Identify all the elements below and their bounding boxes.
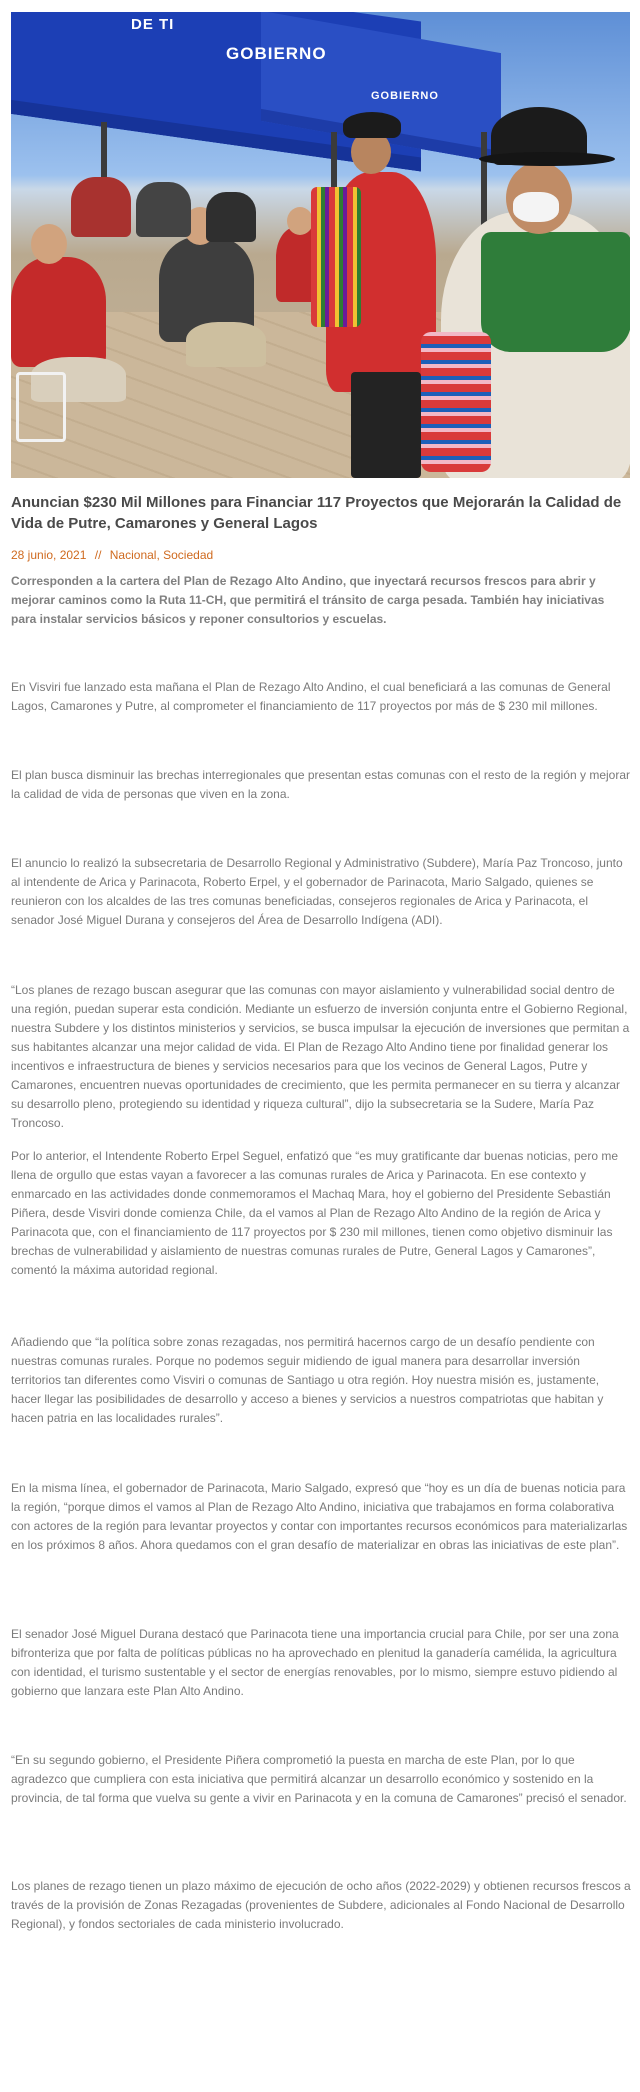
person-head — [287, 207, 313, 235]
woven-bag — [421, 332, 491, 472]
background-person — [206, 192, 256, 242]
hat-brim — [479, 152, 615, 166]
seated-person — [11, 257, 106, 367]
woven-scarf — [311, 187, 361, 327]
article-paragraph: El anuncio lo realizó la subsecretaria de Desarrollo Regional y Administrativo (Subdere), María Paz Troncoso, junto al intendente de Arica y Parinacota, Roberto Erpel, y el gobernador de Parinacota, Mario Salgado, quienes se reunieron con los alcaldes de las tres comunas beneficiadas, consejeros regionales de Arica y Parinacota, el senador José Miguel Durana y consejeros del Área de Desarrollo Indígena (ADI). — [11, 856, 623, 927]
article-categories[interactable]: Nacional, Sociedad — [109, 548, 214, 562]
article-meta — [11, 548, 213, 562]
background-person — [71, 177, 131, 237]
article-paragraph: El plan busca disminuir las brechas interregionales que presentan estas comunas con el resto de la región y mejorar la calidad de vida de personas que viven en la zona. — [11, 768, 631, 801]
article-paragraph: Por lo anterior, el Intendente Roberto Erpel Seguel, enfatizó que “es muy gratificante dar buenas noticias, pero me llena de orgullo que estas vayan a favorecer a las comunas rurales de Arica y Parinacota. En ese contexto y enmarcado en las actividades donde conmemoramos el Machaq Mara, hoy el gobierno del Presidente Sebastián Piñera, desde Visviri donde comienza Chile, da el vamos al Plan de Rezago Alto Andino de la región de Arica y Parinacota que, con el financiamiento de 117 proyectos por $ 230 mil millones, tienen como objetivo disminuir las brechas de vulnerabilidad y aislamiento de nuestras comunas rurales de Putre, General Lagos y Camarones”, comentó la máxima autoridad regional. — [11, 1149, 619, 1277]
meta-separator: // — [94, 548, 102, 562]
person-legs — [186, 322, 266, 367]
article-title: Anuncian $230 Mil Millones para Financiar 117 Proyectos que Mejorarán la Calidad de Vida de Putre, Camarones y General Lagos — [11, 494, 622, 532]
article-paragraph: En Visviri fue lanzado esta mañana el Plan de Rezago Alto Andino, el cual beneficiará a las comunas de General Lagos, Camarones y Putre, al comprometer el financiamiento de 117 proyectos por más de $ 230 mil millones. — [11, 680, 611, 713]
tent-label: DE TI — [131, 16, 175, 33]
article-paragraph: “Los planes de rezago buscan asegurar que las comunas con mayor aislamiento y vulnerabilidad social dentro de una región, puedan superar esta condición. Mediante un esfuerzo de inversión conjunta entre el Gobierno Regional, nuestra Subdere y los distintos ministerios y servicios, se busca impulsar la ejecución de inversiones que permitan a sus habitantes alcanzar una mejor calidad de vida. El Plan de Rezago Alto Andino tiene por finalidad generar los incentivos e infraestructura de bienes y servicios necesarios para que los vecinos de General Lagos, Putre y Camarones, encuentren nuevas oportunidades de crecimiento, que les permita permanecer en su tierra y alcanzar su desarrollo pleno, protegiendo su identidad y riqueza cultural”, dijo la subsecretaria se la Sudere, María Paz Troncoso. — [11, 983, 630, 1130]
article-lead: Corresponden a la cartera del Plan de Rezago Alto Andino, que inyectará recursos frescos para abrir y mejorar caminos como la Ruta 11-CH, que permitirá el tránsito de carga pesada. También hay iniciativas para instalar servicios básicos y reponer consultorios y escuelas. — [11, 574, 605, 626]
article-paragraph: “En su segundo gobierno, el Presidente Piñera comprometió la puesta en marcha de este Plan, por lo que agradezco que cumpliera con esta iniciativa que permitirá alcanzar un desarrollo económico y sostenido en la provincia, de tal forma que vuelva su gente a vivir en Parinacota y en la comuna de Camarones” precisó el senador. — [11, 1753, 627, 1805]
article-photo — [11, 12, 630, 478]
article-paragraph: En la misma línea, el gobernador de Parinacota, Mario Salgado, expresó que “hoy es un día de buenas noticia para la región, “porque dimos el vamos al Plan de Rezago Alto Andino, iniciativa que trabajamos en forma colaborativa con actores de la región para levantar proyectos y contar con importantes recursos económicos para materializarlas en los próximos 8 años. Ahora quedamos con el gran desafío de materializar en obras las iniciativas de este plan”. — [11, 1481, 628, 1552]
article-paragraph: Añadiendo que “la política sobre zonas rezagadas, nos permitirá hacernos cargo de un desafío pendiente con nuestras comunas rurales. Porque no podemos seguir midiendo de igual manera para desarrollar inversión territorios tan diferentes como Visviri o comunas de Santiago u otra región. Hoy nuestra misión es, justamente, hacer llegar las posibilidades de desarrollo y acceso a bienes y servicios a nuestros compatriotas que habitan y hacen patria en las localidades rurales”. — [11, 1335, 604, 1425]
background-person — [136, 182, 191, 237]
article-date[interactable]: 28 junio, 2021 — [11, 548, 87, 562]
article-paragraph: El senador José Miguel Durana destacó que Parinacota tiene una importancia crucial para Chile, por ser una zona bifronteriza que por falta de políticas públicas no ha aprovechado en plenitud la ganadería camélida, la agricultura con identidad, el turismo sustentable y el sector de energías renovables, por lo mismo, siempre estuvo pidiendo al gobierno que lanzara este Plan Alto Andino. — [11, 1627, 619, 1698]
person-head — [31, 224, 67, 264]
face-mask — [513, 192, 559, 222]
green-shawl — [481, 232, 630, 352]
standing-man-legs — [351, 372, 421, 478]
bowler-hat — [343, 112, 401, 138]
tent-label: GOBIERNO — [371, 90, 439, 102]
chair — [16, 372, 66, 442]
article-paragraph: Los planes de rezago tienen un plazo máximo de ejecución de ocho años (2022-2029) y obtienen recursos frescos a través de la provisión de Zonas Rezagadas (provenientes de Subdere, adicionales al Fondo Nacional de Desarrollo Regional), y fondos sectoriales de cada ministerio involucrado. — [11, 1879, 631, 1931]
tent-label: GOBIERNO — [226, 44, 327, 63]
